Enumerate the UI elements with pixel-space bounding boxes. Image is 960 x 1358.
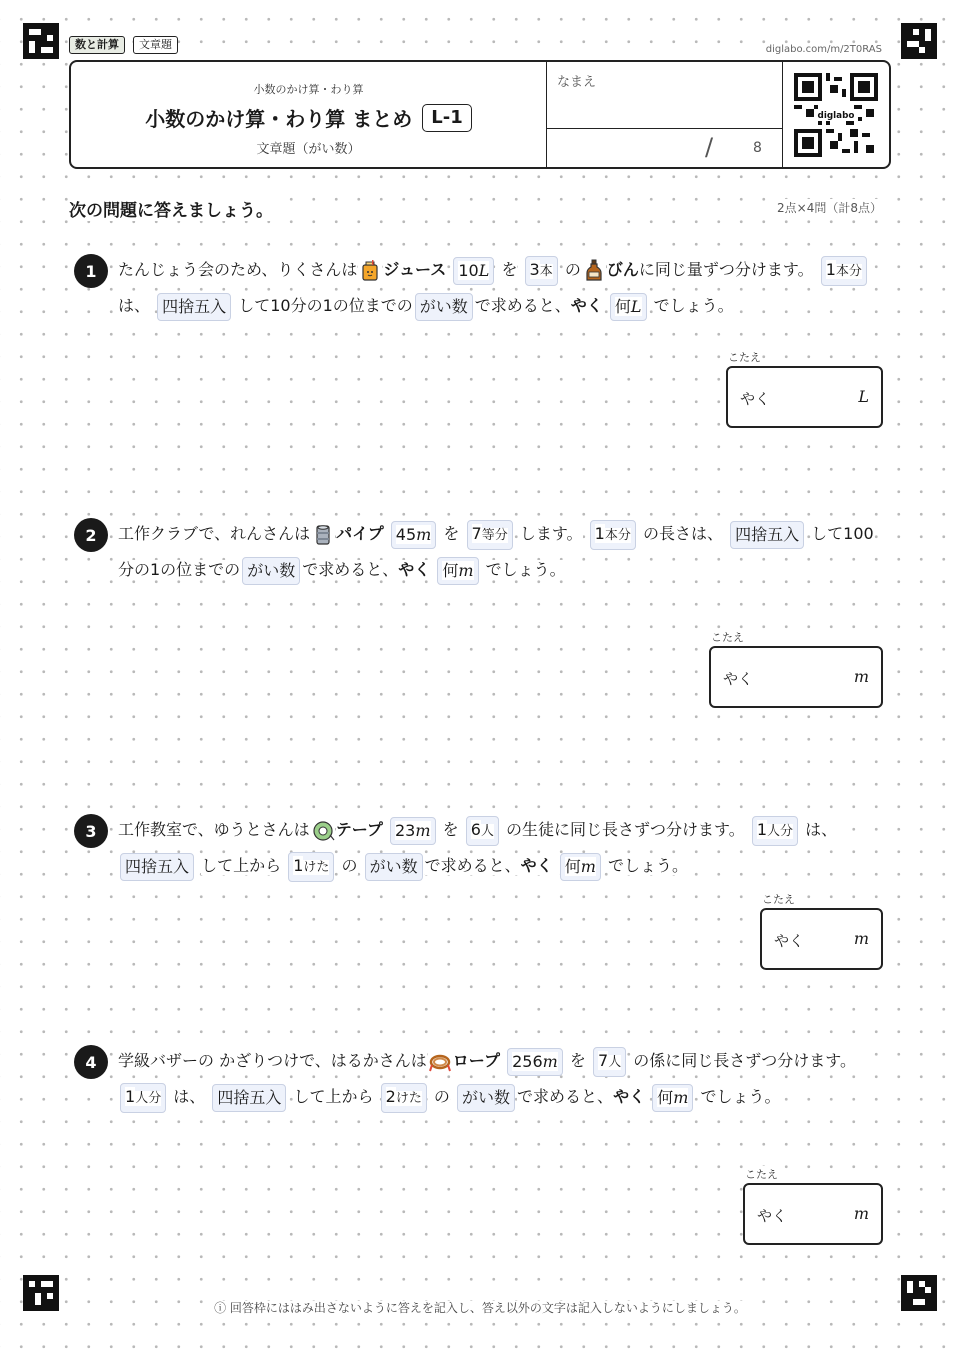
value-chip: 何m [652,1084,693,1112]
value-chip: 1人分 [752,816,798,846]
value-chip: 45m [391,521,437,549]
answer-unit: m [853,929,869,948]
unit-subtitle: 小数のかけ算・わり算 [253,83,364,96]
qr-code[interactable] [782,62,889,167]
keyword-chip: がい数 [242,557,300,585]
answer-box-3[interactable] [760,908,883,970]
points-info: 2点×4問（計8点） [777,201,882,215]
answer-unit: m [853,1204,869,1223]
footer-note [0,1299,960,1316]
value-chip: 1人分 [120,1083,166,1113]
footer-text: 回答枠にははみ出さないように答えを記入し、答え以外の文字は記入しないようにしましょう。 [229,1301,746,1315]
score-field[interactable] [546,129,782,167]
answer-prefix: やく [774,932,805,950]
value-chip: 2けた [381,1083,427,1113]
value-chip: 1本分 [821,256,867,286]
value-chip: 7人 [593,1047,626,1077]
value-chip: 23m [390,817,436,845]
answer-box-4[interactable] [743,1183,883,1245]
keyword-chip: がい数 [457,1084,515,1112]
answer-box-2[interactable] [709,646,883,708]
answer-box-1[interactable] [726,366,883,428]
value-chip: 何m [560,853,601,881]
question-text-1: たんじょう会のため、りくさんは ジュース 10L を 3本 の びんに同じ量ずつ分けます。 1本分 は、 四捨五入 して10分の1の位までの がい数 で求めると、やく 何L でしょう。 [118,252,886,324]
instruction-text: 次の問題に答えましょう。 [69,196,277,221]
answer-label-2: こたえ [711,631,744,644]
name-label: なまえ [557,75,597,90]
keyword-chip: 四捨五入 [212,1084,286,1112]
value-chip: 10L [453,257,494,285]
title-area [71,62,546,167]
qr-code-image [794,73,878,157]
answer-prefix: やく [757,1207,788,1225]
worksheet-title-row [71,103,546,132]
rope-icon [428,1050,452,1074]
value-chip: 1本分 [590,520,636,550]
value-chip: 256m [507,1048,563,1076]
juice-box-icon [358,259,382,283]
fiducial-marker-top-left [23,23,59,59]
answer-label-1: こたえ [728,351,761,364]
worksheet-url[interactable]: diglabo.com/m/2T0RAS [765,44,882,55]
value-chip: 3本 [525,256,558,286]
answer-unit: L [858,387,869,406]
tape-roll-icon [311,819,335,843]
value-chip: 何m [437,557,478,585]
question-number-4: 4 [74,1045,108,1079]
question-text-3: 工作教室で、ゆうとさんは テープ 23m を 6人 の生徒に同じ長さずつ分けます。 1人分 は、 四捨五入 して上から 1けた の がい数 で求めると、やく 何m でしょう。 [118,812,886,884]
fiducial-marker-top-right [901,23,937,59]
value-chip: 7等分 [467,520,513,550]
question-number-2: 2 [74,518,108,552]
header-box [69,60,891,169]
pipe-icon [311,523,335,547]
worksheet-title: 小数のかけ算・わり算 まとめ [145,107,413,131]
question-text-4: 学級バザーの かざりつけで、はるかさんは ロープ 256m を 7人 の係に同じ長さずつ分けます。 1人分 は、 四捨五入 して上から 2けた の がい数 で求めると、やく 何m でしょう。 [118,1043,886,1115]
score-total: 8 [753,140,762,156]
value-chip: 6人 [466,816,499,846]
answer-prefix: やく [740,390,771,408]
level-code: L-1 [422,104,471,132]
bottle-icon [582,259,606,283]
answer-unit: m [853,667,869,686]
score-slash: / [705,133,714,161]
keyword-chip: 四捨五入 [120,853,194,881]
answer-label-3: こたえ [762,893,795,906]
keyword-chip: 四捨五入 [157,293,231,321]
value-chip: 1けた [288,852,334,882]
answer-prefix: やく [723,670,754,688]
question-number-1: 1 [74,254,108,288]
keyword-chip: がい数 [415,293,473,321]
info-circle-icon: ⓘ [214,1301,230,1315]
subject-tag: 数と計算 [69,36,125,54]
svg-text:diglabo: diglabo [817,110,855,121]
worksheet-category: 文章題（がい数） [256,142,361,157]
question-number-3: 3 [74,814,108,848]
value-chip: 何L [610,293,647,321]
answer-label-4: こたえ [745,1168,778,1181]
keyword-chip: 四捨五入 [730,521,804,549]
name-field[interactable] [546,62,782,129]
type-tag: 文章題 [133,36,178,54]
keyword-chip: がい数 [365,853,423,881]
question-text-2: 工作クラブで、れんさんは パイプ 45m を 7等分 します。 1本分 の長さは、 四捨五入 して100分の1の位までの がい数 で求めると、やく 何m でしょう。 [118,516,886,588]
